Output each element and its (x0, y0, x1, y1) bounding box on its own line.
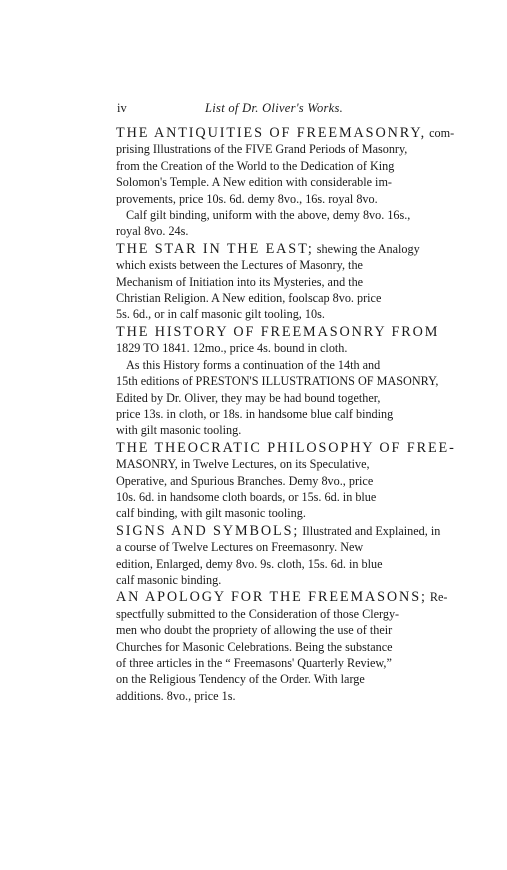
book-title: AN APOLOGY FOR THE FREEMASONS; (116, 589, 427, 606)
book-entry (116, 125, 456, 240)
entry-text: shewing the Analogy (316, 241, 420, 256)
book-entry (116, 523, 456, 589)
entry-text: price 13s. in cloth, or 18s. in handsome blue calf binding (116, 406, 394, 421)
entry-text: Solomon's Temple. A New edition with considerable im- (116, 175, 392, 190)
book-title: SIGNS AND SYMBOLS; (116, 522, 300, 539)
entry-text: with gilt masonic tooling. (116, 423, 242, 438)
book-entry (116, 241, 456, 323)
entry-text: calf binding, with gilt masonic tooling. (116, 506, 306, 521)
entry-text: on the Religious Tendency of the Order. With large (116, 672, 365, 687)
book-entry (116, 589, 456, 704)
entry-text: Christian Religion. A New edition, foolscap 8vo. price (116, 291, 382, 306)
entry-text: com- (429, 126, 455, 140)
entry-text: Calf gilt binding, uniform with the above, demy 8vo. 16s., (126, 208, 411, 223)
entry-text: provements, price 10s. 6d. demy 8vo., 16s. royal 8vo. (116, 191, 378, 206)
entry-text: Illustrated and Explained, in (302, 523, 441, 538)
book-list (116, 125, 456, 705)
entry-text: 15th editions of PRESTON'S ILLUSTRATIONS OF MASONRY, (116, 374, 439, 389)
entry-text: Churches for Masonic Celebrations. Being the substance (116, 639, 393, 654)
entry-text: 10s. 6d. in handsome cloth boards, or 15s. 6d. in blue (116, 489, 377, 504)
entry-text: 5s. 6d., or in calf masonic gilt tooling, 10s. (116, 307, 325, 322)
page-number: iv (117, 101, 127, 115)
entry-text: spectfully submitted to the Consideration of those Clergy- (116, 606, 400, 621)
entry-text: edition, Enlarged, demy 8vo. 9s. cloth, 15s. 6d. in blue (116, 556, 383, 571)
running-title: List of Dr. Oliver's Works. (205, 101, 344, 115)
book-title: THE THEOCRATIC PHILOSOPHY OF FREE- (116, 439, 456, 456)
entry-text: Re- (429, 590, 448, 605)
entry-text: prising Illustrations of the FIVE Grand Periods of Masonry, (116, 142, 408, 157)
entry-text: MASONRY, in Twelve Lectures, on its Speculative, (116, 457, 370, 472)
book-entry (116, 440, 456, 522)
entry-text: Operative, and Spurious Branches. Demy 8vo., price (116, 473, 374, 488)
book-title: THE ANTIQUITIES OF FREEMASONRY, (116, 125, 427, 141)
entry-text: additions. 8vo., price 1s. (116, 688, 236, 703)
entry-text: 1829 TO 1841. 12mo., price 4s. bound in cloth. (116, 341, 348, 356)
entry-text: Mechanism of Initiation into its Mysteries, and the (116, 274, 364, 289)
running-header (117, 101, 447, 117)
entry-text: men who doubt the propriety of allowing the use of their (116, 623, 393, 638)
entry-text: Edited by Dr. Oliver, they may be had bound together, (116, 390, 381, 405)
entry-text: calf masonic binding. (116, 572, 222, 587)
book-entry (116, 324, 456, 439)
entry-text: As this History forms a continuation of the 14th and (126, 357, 381, 372)
entry-text: of three articles in the “ Freemasons' Quarterly Review,” (116, 656, 392, 670)
entry-text: royal 8vo. 24s. (116, 224, 189, 239)
entry-text: which exists between the Lectures of Masonry, the (116, 258, 363, 273)
entry-text: a course of Twelve Lectures on Freemasonry. New (116, 540, 364, 555)
book-title: THE STAR IN THE EAST; (116, 240, 314, 257)
entry-text: from the Creation of the World to the Dedication of King (116, 158, 395, 173)
book-title: THE HISTORY OF FREEMASONRY FROM (116, 323, 440, 340)
